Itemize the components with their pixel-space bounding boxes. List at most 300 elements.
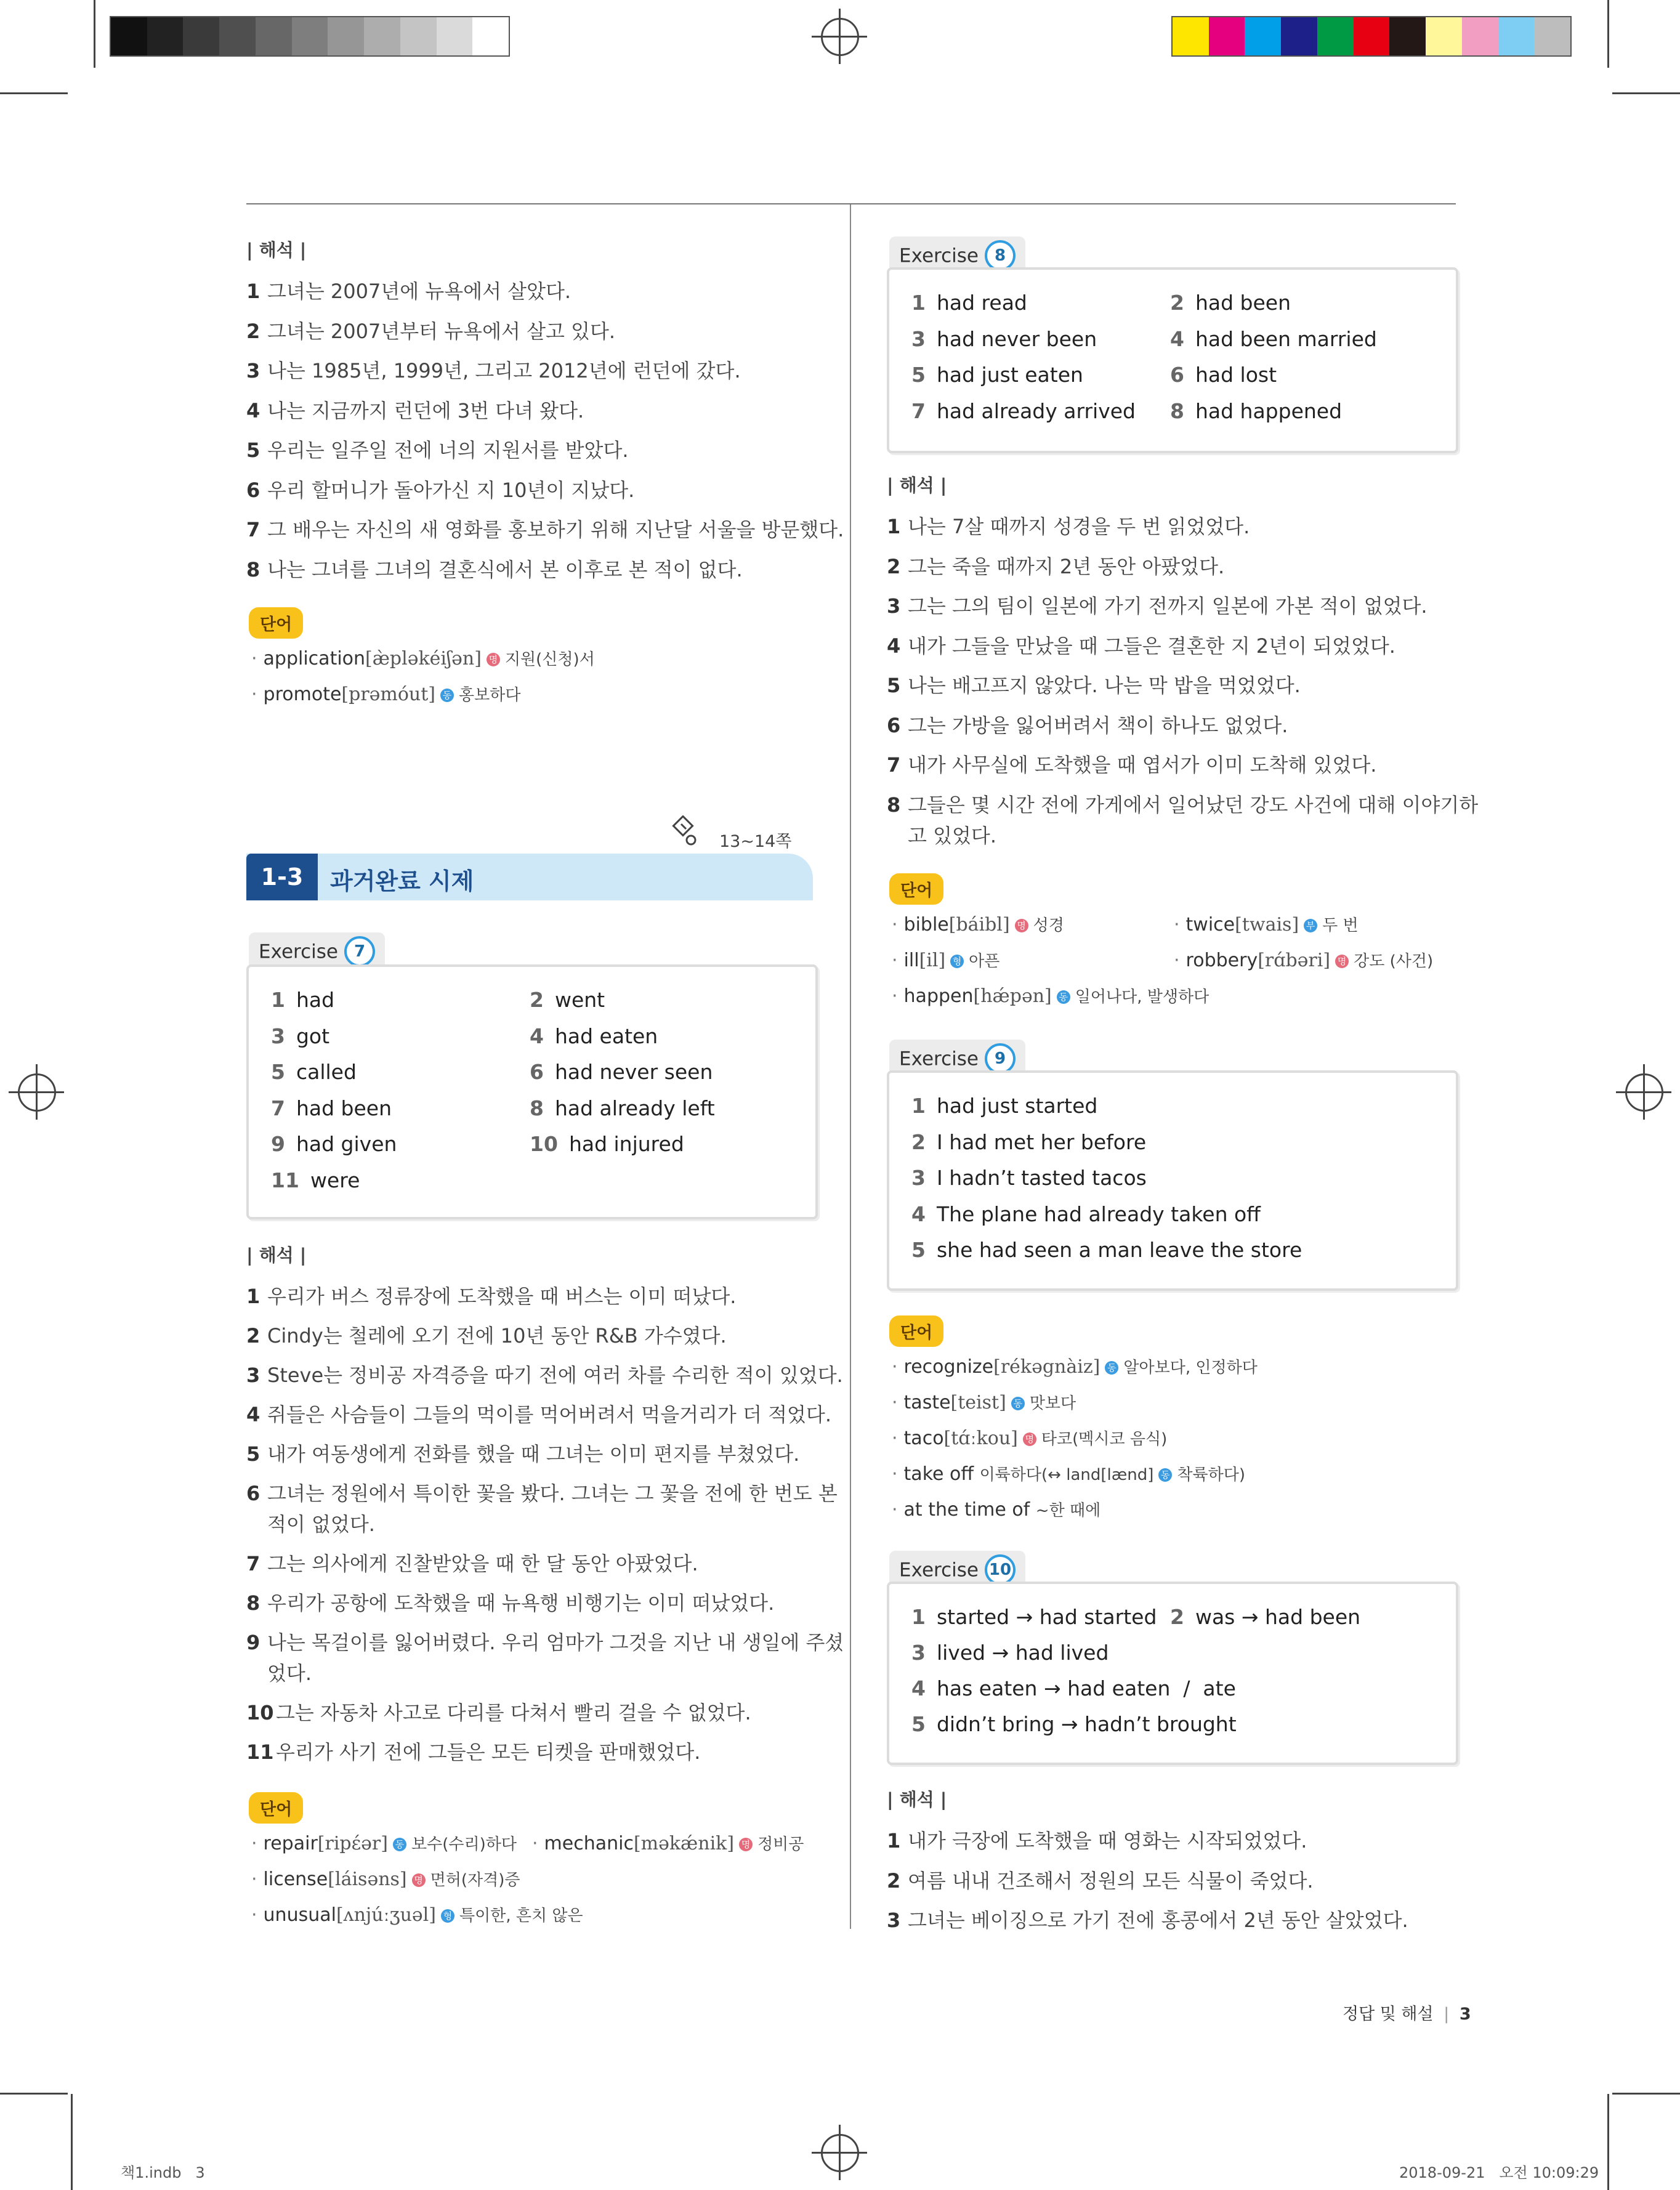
translation-text: 그녀는 정원에서 특이한 꽃을 봤다. 그녀는 그 꽃을 전에 한 번도 본 [267,1482,838,1505]
answer [1170,291,1291,315]
crop-mark-tl-h [0,92,68,94]
crop-mark-br-v [1607,2094,1609,2190]
translation-line [246,1737,700,1765]
answer-number: 11 [271,1168,299,1192]
item-number: 1 [246,1285,260,1308]
answer-text: had already arrived [936,398,1136,423]
exercise-9-tab [889,1040,1025,1073]
color-swatch [1317,17,1354,55]
section-title: 과거완료 시제 [330,868,474,895]
bullet: · [251,1869,257,1890]
item-number: 5 [246,438,260,462]
pronunciation: [məkǽnik] [633,1833,735,1854]
translation-line [246,475,634,503]
translation-text: 그 배우는 자신의 새 영화를 홍보하기 위해 지난달 서울을 방문했다. [267,518,844,541]
translation-line [887,790,1478,818]
item-number: 2 [246,1324,260,1348]
answer-text: didn’t bring → hadn’t brought [936,1712,1237,1736]
vocab-meaning: 이륙하다(↔ land[lænd] [979,1466,1154,1484]
answer [530,988,605,1012]
vocab-item [251,1832,517,1854]
crop-mark-br-h [1612,2093,1680,2095]
answer-number: 5 [911,363,926,387]
column-divider [850,204,851,1929]
part-of-speech-badge: 명 [1015,919,1028,932]
color-swatch [400,17,437,55]
color-swatch [472,17,509,55]
item-number: 9 [246,1631,260,1654]
vocab-word: at the time of [903,1499,1030,1521]
vocab-item [892,1498,1100,1521]
pronunciation: [rɑ́bəri] [1258,950,1331,971]
vocab-meaning: 보수(수리)하다 [411,1835,517,1854]
bullet: · [892,985,898,1007]
translation-text: 여름 내내 건조해서 정원의 모든 식물이 죽었다. [908,1869,1314,1893]
answer [911,1130,1146,1154]
exercise-label: Exercise [899,1559,979,1582]
answer-number: 8 [530,1096,544,1120]
part-of-speech-badge: 명 [1335,955,1349,968]
registration-mark-bottom [812,2125,867,2180]
translation-line [887,750,1376,778]
haeseok-label-top: | 해석 | [246,240,307,261]
part-of-speech-badge: 형 [441,1909,454,1923]
vocab-item [892,913,1064,935]
haeseok-label-ex10: | 해석 | [887,1789,947,1810]
pronunciation: [ʌnjúːʒuəl] [336,1904,436,1926]
item-number: 2 [887,554,901,578]
vocab-item [1174,948,1433,971]
translation-text: 그는 그의 팀이 일본에 가기 전까지 일본에 가본 적이 없었다. [908,594,1428,618]
danuh-label-ex9: 단어 [889,1315,943,1347]
answer-number: 5 [911,1238,926,1262]
bullet: · [892,1499,898,1521]
color-swatch [256,17,292,55]
pronunciation: [láisəns] [328,1869,407,1890]
item-number: 1 [246,280,260,303]
vocab-word: robbery [1185,950,1258,971]
crop-mark-tr-v [1607,0,1609,68]
vocab-word: taco [903,1428,944,1449]
answer-text: The plane had already taken off [936,1202,1261,1226]
bullet: · [251,684,257,705]
answer-number: 10 [530,1132,558,1156]
vocab-word: take off [903,1463,974,1485]
translation-text: 우리가 공항에 도착했을 때 뉴욕행 비행기는 이미 떠났었다. [267,1591,775,1615]
item-number: 2 [246,319,260,343]
pronunciation: [báibl] [948,914,1010,935]
item-number: 1 [887,515,901,538]
item-number: 6 [246,478,260,502]
translation-text: 나는 7살 때까지 성경을 두 번 읽었었다. [908,515,1250,538]
translation-line [246,1478,838,1506]
item-number: 4 [887,634,901,658]
registration-mark-left [9,1064,64,1120]
translation-line [887,1865,1314,1894]
answer [530,1096,715,1120]
vocab-word: application [263,648,366,669]
bullet: · [251,1904,257,1926]
translation-line [887,631,1395,659]
answer-number: 4 [530,1024,544,1048]
pronunciation: [il] [919,950,946,971]
answer-number: 3 [911,326,926,351]
translation-text: 내가 극장에 도착했을 때 영화는 시작되었었다. [908,1829,1307,1853]
vocab-word: happen [903,985,974,1007]
answer [271,988,334,1012]
danuh-label-bottom: 단어 [249,1792,303,1824]
answer-text: were [310,1168,360,1192]
translation-line [246,316,615,344]
vocab-meaning: 맛보다 [1029,1394,1076,1413]
vocab-item [1174,913,1359,935]
bullet: · [892,1463,898,1485]
exercise-10-tab [889,1551,1025,1584]
pronunciation: [rékəgnàiz] [993,1356,1100,1378]
haeseok-label-ex8: | 해석 | [887,475,947,496]
answer-text: went [554,988,605,1012]
color-swatch [1173,17,1209,55]
translation-line [246,435,629,463]
translation-text: 쥐들은 사슴들이 그들의 먹이를 먹어버려서 먹을거리가 더 적었다. [267,1403,832,1426]
bullet: · [1174,950,1180,971]
item-number: 8 [246,1591,260,1615]
header-rule [246,203,1456,204]
vocab-word: taste [903,1392,951,1413]
part-of-speech-badge: 명 [412,1873,426,1887]
vocab-meaning: 아픈 [969,952,1000,971]
pronunciation: [twais] [1235,914,1299,935]
answer-text: she had seen a man leave the store [936,1238,1302,1262]
part-of-speech-badge: 명 [1023,1432,1036,1446]
vocab-word: mechanic [544,1833,634,1854]
part-of-speech-badge: 부 [1304,919,1317,932]
color-swatch [1426,17,1462,55]
answer-number: 1 [911,291,926,315]
answer [911,291,1027,315]
crop-mark-tr-h [1612,92,1680,94]
bullet: · [1174,914,1180,935]
color-swatch [1354,17,1390,55]
translation-text: 그는 의사에게 진찰받았을 때 한 달 동안 아팠었다. [267,1552,698,1575]
crop-mark-tl-v [94,0,95,68]
pronunciation: [hǽpən] [973,985,1052,1007]
page-number: 3 [1459,2005,1471,2024]
translation-text: 우리가 버스 정류장에 도착했을 때 버스는 이미 떠났다. [267,1285,737,1308]
part-of-speech-badge: 동 [1057,990,1070,1004]
answer-number: 1 [271,988,285,1012]
translation-line [887,1825,1307,1854]
vocab-item [251,1903,583,1926]
answer-number: 5 [911,1712,926,1736]
registration-mark-top [812,9,867,64]
answer [911,1166,1147,1190]
answer-text: had just eaten [936,363,1083,387]
item-number: 11 [246,1740,274,1764]
crop-mark-bl-v [71,2094,73,2190]
vocab-meaning: 정비공 [757,1835,804,1854]
haeseok-label-ex7: | 해석 | [246,1245,307,1266]
translation-line [246,395,584,424]
exercise-label: Exercise [899,1048,979,1070]
answer-number: 3 [911,1641,926,1665]
answer-text: I hadn’t tasted tacos [936,1166,1147,1190]
answer [911,1641,1109,1665]
translation-text: 그녀는 2007년부터 뉴욕에서 살고 있다. [267,319,616,343]
answer [530,1024,658,1048]
bullet: · [532,1833,538,1854]
part-of-speech-badge: 동 [440,689,454,702]
answer-number: 2 [1170,291,1184,315]
answer-text: had been [296,1096,392,1120]
item-number: 7 [246,1552,260,1575]
color-swatch [183,17,219,55]
item-number: 3 [887,1909,901,1932]
translation-line [246,1588,774,1616]
pronunciation: [teist] [950,1392,1006,1413]
translation-text: 그는 죽을 때까지 2년 동안 아팠었다. [908,554,1225,578]
answer [1170,363,1277,387]
answer [911,1605,1157,1629]
translation-text: 우리는 일주일 전에 너의 지원서를 받았다. [267,438,629,462]
item-number: 8 [246,557,260,581]
page-footer [1343,2000,1471,2024]
answer-number: 7 [911,398,926,423]
vocab-meaning: 특이한, 흔치 않은 [459,1907,583,1925]
item-number: 2 [887,1869,901,1893]
vocab-item [892,1355,1258,1378]
part-of-speech-badge: 동 [1011,1397,1025,1410]
translation-text: 그는 가방을 잃어버려서 책이 하나도 없었다. [908,713,1288,737]
vocab-item [892,1426,1167,1449]
answer-text: had already left [554,1096,715,1120]
vocab-item [532,1832,804,1854]
answer [271,1132,397,1156]
danuh-label-top: 단어 [249,607,303,639]
answer [271,1024,329,1048]
answer-number: 7 [271,1096,285,1120]
answer-text: had been [1195,291,1291,315]
answer [911,1202,1261,1226]
translation-text: Cindy는 철레에 오기 전에 10년 동안 R&B 가수였다. [267,1324,727,1348]
vocab-meaning: 성경 [1033,916,1064,935]
file-name: 책1.indb 3 [121,2164,205,2181]
vocab-word: bible [903,914,949,935]
grayscale-calibration-bar [110,16,510,57]
translation-text: 그녀는 베이징으로 가기 전에 홍콩에서 2년 동안 살았었다. [908,1909,1408,1932]
answer-number: 3 [911,1166,926,1190]
footer-label: 정답 및 해설 [1343,2005,1434,2024]
answer-number: 6 [530,1060,544,1084]
section-number: 1-3 [246,854,318,900]
vocab-meaning: 강도 (사건) [1354,952,1434,971]
bullet: · [892,914,898,935]
exercise-8-tab [889,236,1025,270]
translation-text: 그녀는 2007년에 뉴욕에서 살았다. [267,280,571,303]
translation-line [246,355,741,384]
answer [1170,399,1342,423]
vocab-word: license [263,1869,328,1890]
translation-text: Steve는 정비공 자격증을 따기 전에 여러 차를 수리한 적이 있었다. [267,1364,843,1387]
footer-separator: | [1444,2005,1450,2024]
answer-text: had read [936,291,1027,315]
exercise-number-badge: 7 [344,936,375,967]
bullet: · [892,950,898,971]
part-of-speech-badge: 동 [393,1838,406,1851]
vocab-meaning: 지원(신청)서 [504,650,595,669]
vocab-meaning: 착륙하다) [1177,1466,1245,1484]
vocab-meaning: 타코(멕시코 음식) [1041,1430,1168,1449]
item-number: 6 [246,1482,260,1505]
translation-line [887,1905,1408,1933]
translation-text: 내가 여동생에게 전화를 했을 때 그녀는 이미 편지를 부쳤었다. [267,1442,800,1466]
translation-line [887,710,1288,738]
translation-text: 나는 배고프지 않았다. 나는 막 밥을 먹었었다. [908,674,1301,697]
color-swatch [111,17,147,55]
translation-text: 그는 자동차 사고로 다리를 다쳐서 빨리 걸을 수 없었다. [276,1701,751,1724]
part-of-speech-badge: 형 [950,955,964,968]
translation-text: 나는 1985년, 1999년, 그리고 2012년에 런던에 갔다. [267,359,741,382]
answer-number: 4 [1170,326,1184,351]
translation-text: 우리 할머니가 돌아가신 지 10년이 지났다. [267,478,635,502]
translation-text: 그들은 몇 시간 전에 가게에서 일어났던 강도 사건에 대해 이야기하 [908,793,1479,817]
answer-text: had injured [568,1132,684,1156]
color-swatch [147,17,184,55]
answer [911,399,1136,423]
vocab-word: twice [1185,914,1235,935]
answer-text: lived → had lived [936,1641,1109,1665]
exercise-number-badge: 9 [985,1043,1016,1074]
exercise-7-tab [249,932,385,966]
translation-line [246,1439,799,1467]
answer-text: had eaten [554,1024,658,1048]
vocab-item [892,1391,1076,1413]
danuh-label-ex8: 단어 [889,873,943,905]
answer-number: 3 [271,1024,285,1048]
answer-text: started → had started [936,1605,1157,1629]
translation-line [246,1697,751,1726]
answer-number: 2 [1170,1605,1184,1629]
answer-text: called [296,1060,357,1084]
vocab-meaning: ~한 때에 [1035,1501,1101,1520]
translation-line [246,1320,727,1349]
bullet: · [251,1833,257,1854]
answer [911,327,1097,351]
answer-number: 4 [911,1202,926,1226]
color-swatch [364,17,400,55]
vocab-meaning: 알아보다, 인정하다 [1123,1359,1258,1377]
translation-line [887,591,1428,619]
translation-text: 나는 지금까지 런던에 3번 다녀 왔다. [267,398,584,422]
translation-line [246,554,743,583]
answer-number: 5 [271,1060,285,1084]
bullet: · [892,1428,898,1449]
vocab-item [892,948,1000,971]
item-number: 7 [887,753,901,777]
item-number: 7 [246,518,260,541]
answer [530,1060,713,1084]
color-swatch [1209,17,1245,55]
translation-text: 내가 사무실에 도착했을 때 엽서가 이미 도착해 있었다. [908,753,1377,777]
answer [911,1676,1236,1700]
answer [530,1132,684,1156]
color-swatch [328,17,364,55]
answer-text: got [296,1024,330,1048]
item-number: 3 [246,1364,260,1387]
translation-continuation: 적이 없었다. [267,1513,375,1536]
translation-line [246,1399,831,1428]
pronunciation: [tɑ́ːkou] [943,1428,1018,1449]
answer-number: 2 [530,988,544,1012]
vocab-word: recognize [903,1356,994,1378]
color-swatch [1498,17,1535,55]
vocab-item [251,682,520,705]
item-number: 3 [246,359,260,382]
translation-text: 우리가 사기 전에 그들은 모든 티켓을 판매했었다. [276,1740,701,1764]
item-number: 8 [887,793,901,817]
answer-text: had [296,988,335,1012]
answer-text: had happened [1195,398,1343,423]
item-number: 10 [246,1701,274,1724]
exercise-number-badge: 8 [985,240,1016,271]
color-swatch [1534,17,1570,55]
translation-line [246,1281,736,1309]
answer [1170,1605,1360,1629]
answer-text: had never been [936,326,1097,351]
item-number: 5 [887,674,901,697]
answer-text: had given [296,1132,397,1156]
pronunciation: [prəmóut] [341,684,436,705]
answer-number: 8 [1170,398,1184,423]
translation-line [246,514,844,543]
color-swatch [1245,17,1281,55]
translation-text: 나는 그녀를 그녀의 결혼식에서 본 이후로 본 적이 없다. [267,557,743,581]
page-reference: 13~14쪽 [719,832,792,851]
answer [911,1094,1097,1118]
registration-mark-right [1616,1064,1671,1120]
item-number: 5 [246,1442,260,1466]
vocab-word: ill [903,950,919,971]
section-header [246,854,813,900]
exercise-label: Exercise [259,940,338,963]
bullet: · [892,1392,898,1413]
pronunciation: [æ̀pləkéiʃən] [365,648,482,669]
item-number: 6 [887,713,901,737]
color-swatch [1281,17,1317,55]
answer-number: 6 [1170,363,1184,387]
translation-line [887,551,1224,580]
answer-text: had been married [1195,326,1377,351]
answer-number: 9 [271,1132,285,1156]
part-of-speech-badge: 동 [1105,1361,1118,1375]
vocab-meaning: 면허(자격)증 [430,1871,520,1889]
answer [271,1168,360,1192]
answer-number: 1 [911,1094,926,1118]
translation-line [887,511,1250,539]
answer [911,1712,1237,1736]
color-swatch [219,17,256,55]
answer-text: had never seen [554,1060,713,1084]
translation-line [246,1548,698,1577]
part-of-speech-badge: 명 [739,1838,753,1851]
translation-line [246,1627,844,1655]
answer-text: I had met her before [936,1129,1147,1154]
translation-continuation: 었다. [267,1662,312,1685]
vocab-item [892,984,1209,1007]
translation-line [246,276,571,304]
answer [911,363,1083,387]
vocab-word: promote [263,684,342,705]
